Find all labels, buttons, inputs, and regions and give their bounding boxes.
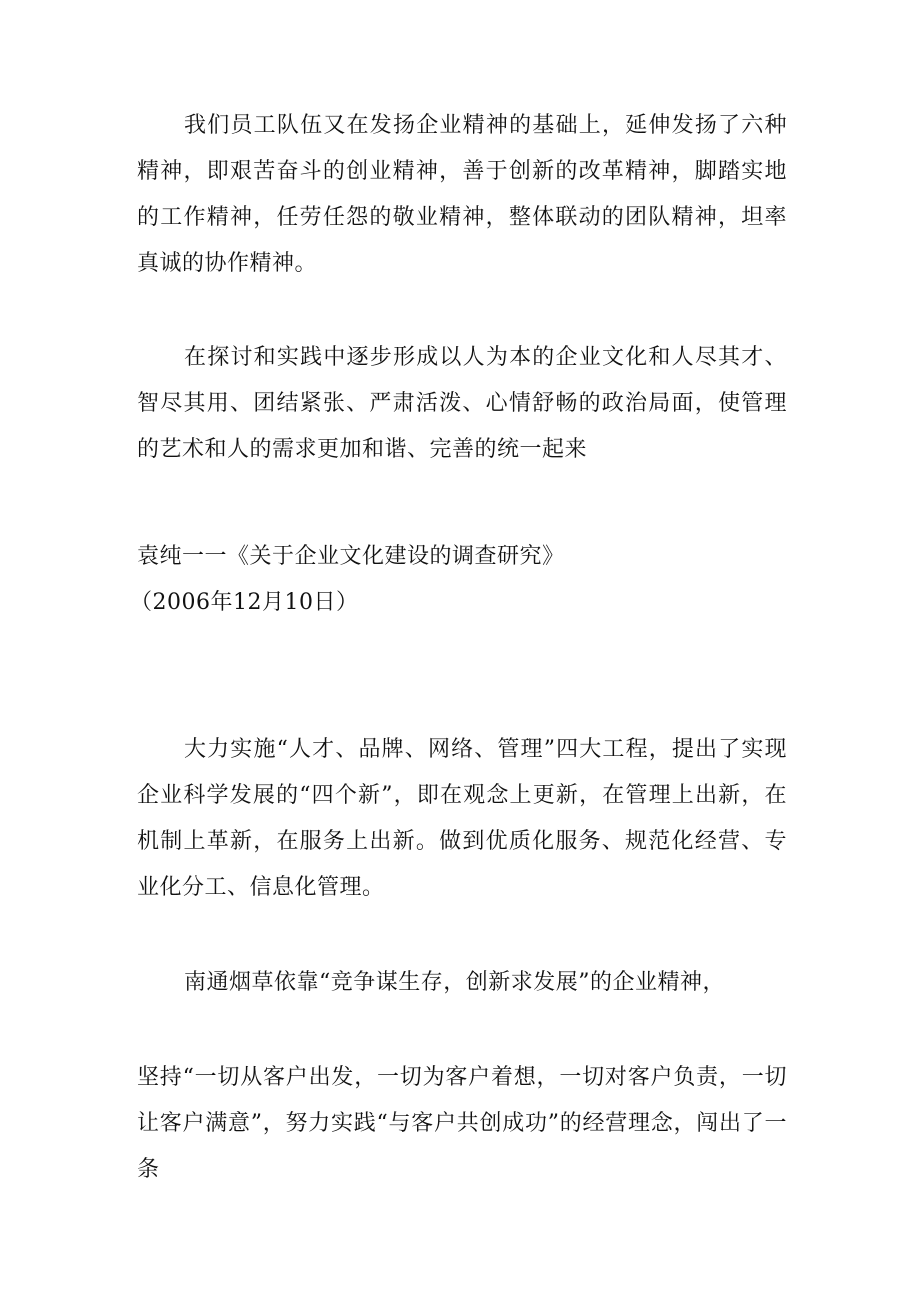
attribution-date: （2006年12月10日）: [130, 590, 359, 615]
attribution-author-title: 袁纯一一《关于企业文化建设的调查研究》: [137, 544, 565, 569]
paragraph-customer-first: 坚持“一切从客户出发，一切为客户着想，一切对客户负责，一切让客户满意”，努力实践“与客户共创成功”的经营理念，闯出了一条: [137, 1065, 787, 1182]
paragraph-four-projects: 大力实施“人才、品牌、网络、管理”四大工程，提出了实现企业科学发展的“四个新”，即在观念上更新，在管理上出新，在机制上革新，在服务上出新。做到优质化服务、规范化经营、专业化分工、信息化管理。: [137, 737, 787, 900]
paragraph-enterprise-spirit: 南通烟草依靠“竞争谋生存，创新求发展”的企业精神，: [184, 970, 725, 995]
paragraph-six-spirits: 我们员工队伍又在发扬企业精神的基础上，延伸发扬了六种精神，即艰苦奋斗的创业精神，善于创新的改革精神，脚踏实地的工作精神，任劳任怨的敬业精神，整体联动的团队精神，坦率真诚的协作精神。: [137, 113, 787, 276]
paragraph-people-oriented-culture: 在探讨和实践中逐步形成以人为本的企业文化和人尽其才、智尽其用、团结紧张、严肃活泼、心情舒畅的政治局面，使管理的艺术和人的需求更加和谐、完善的统一起来: [137, 345, 787, 462]
